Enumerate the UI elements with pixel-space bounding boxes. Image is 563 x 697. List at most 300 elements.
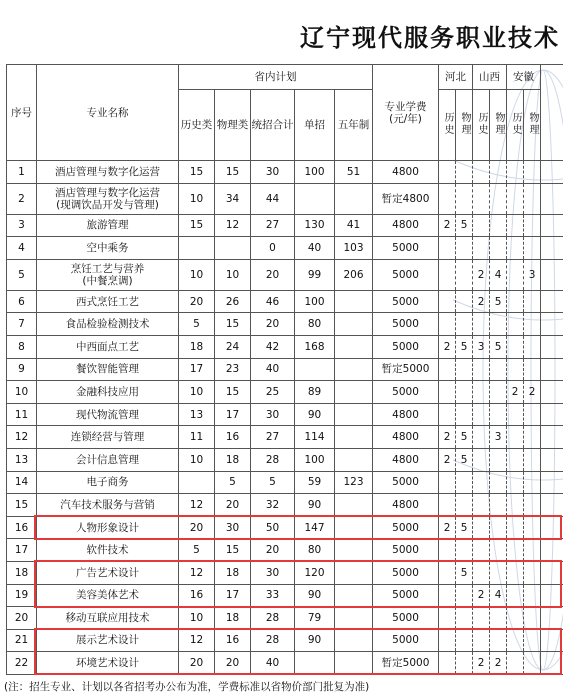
cell-total: 20	[251, 259, 295, 290]
cell-seq: 8	[7, 335, 37, 358]
cell-anhui-history: 2	[507, 381, 524, 404]
cell-physics: 5	[215, 471, 251, 494]
cell-major: 中西面点工艺	[37, 335, 179, 358]
cell-total: 42	[251, 335, 295, 358]
cell-history: 15	[179, 214, 215, 237]
cell-anhui-history	[507, 607, 524, 630]
cell-anhui-history	[507, 516, 524, 539]
cell-extra	[541, 516, 563, 539]
cell-major: 人物形象设计	[37, 516, 179, 539]
cell-history: 13	[179, 403, 215, 426]
cell-anhui-physics	[524, 237, 541, 260]
cell-shanxi-physics: 4	[490, 259, 507, 290]
cell-hebei-history	[439, 259, 456, 290]
cell-anhui-physics	[524, 448, 541, 471]
cell-anhui-physics: 3	[524, 259, 541, 290]
cell-fee: 4800	[373, 403, 439, 426]
cell-total: 50	[251, 516, 295, 539]
cell-shanxi-history	[473, 161, 490, 184]
cell-history: 5	[179, 313, 215, 336]
cell-shanxi-physics	[490, 214, 507, 237]
cell-physics: 17	[215, 403, 251, 426]
cell-total: 33	[251, 584, 295, 607]
cell-shanxi-history	[473, 539, 490, 562]
cell-physics: 15	[215, 539, 251, 562]
cell-single: 120	[295, 561, 335, 584]
cell-fee: 5000	[373, 629, 439, 652]
cell-seq: 7	[7, 313, 37, 336]
cell-total: 40	[251, 358, 295, 381]
cell-shanxi-history	[473, 471, 490, 494]
cell-five-year	[335, 448, 373, 471]
cell-shanxi-physics: 5	[490, 335, 507, 358]
header-plan: 省内计划	[179, 65, 373, 90]
cell-major: 广告艺术设计	[37, 561, 179, 584]
cell-fee: 4800	[373, 426, 439, 449]
cell-history: 10	[179, 259, 215, 290]
cell-extra	[541, 471, 563, 494]
table-row	[7, 358, 563, 381]
cell-extra	[541, 214, 563, 237]
cell-hebei-physics: 5	[456, 516, 473, 539]
cell-extra	[541, 237, 563, 260]
cell-physics: 18	[215, 448, 251, 471]
header-single: 单招	[295, 90, 335, 161]
cell-anhui-history	[507, 494, 524, 517]
table-row	[7, 471, 563, 494]
table-row	[7, 290, 563, 313]
cell-hebei-physics	[456, 381, 473, 404]
table-body	[7, 161, 563, 675]
cell-shanxi-history	[473, 494, 490, 517]
cell-seq: 1	[7, 161, 37, 184]
cell-shanxi-history: 2	[473, 584, 490, 607]
cell-shanxi-history	[473, 403, 490, 426]
cell-total: 20	[251, 539, 295, 562]
header-total: 统招合计	[251, 90, 295, 161]
cell-major: 西式烹饪工艺	[37, 290, 179, 313]
cell-total: 0	[251, 237, 295, 260]
cell-single: 40	[295, 237, 335, 260]
cell-single: 80	[295, 539, 335, 562]
cell-shanxi-physics	[490, 403, 507, 426]
table-row	[7, 629, 563, 652]
cell-five-year	[335, 629, 373, 652]
cell-fee: 暂定4800	[373, 183, 439, 214]
cell-total: 30	[251, 403, 295, 426]
cell-history	[179, 471, 215, 494]
cell-history: 12	[179, 561, 215, 584]
header-physics: 物理类	[215, 90, 251, 161]
cell-shanxi-physics	[490, 494, 507, 517]
cell-five-year: 103	[335, 237, 373, 260]
cell-single: 100	[295, 161, 335, 184]
cell-total: 27	[251, 426, 295, 449]
cell-fee: 4800	[373, 448, 439, 471]
cell-physics	[215, 237, 251, 260]
cell-shanxi-history	[473, 629, 490, 652]
cell-hebei-physics	[456, 161, 473, 184]
cell-single: 79	[295, 607, 335, 630]
cell-five-year	[335, 494, 373, 517]
header-province-anhui: 安徽	[507, 65, 541, 90]
cell-five-year: 51	[335, 161, 373, 184]
cell-fee: 5000	[373, 539, 439, 562]
cell-shanxi-history	[473, 237, 490, 260]
cell-total: 27	[251, 214, 295, 237]
cell-shanxi-physics	[490, 358, 507, 381]
cell-physics: 30	[215, 516, 251, 539]
cell-anhui-physics	[524, 539, 541, 562]
cell-physics: 15	[215, 313, 251, 336]
cell-anhui-physics	[524, 313, 541, 336]
cell-five-year	[335, 358, 373, 381]
cell-history: 20	[179, 652, 215, 675]
cell-major: 美容美体艺术	[37, 584, 179, 607]
cell-hebei-history	[439, 290, 456, 313]
cell-anhui-history	[507, 183, 524, 214]
cell-five-year: 41	[335, 214, 373, 237]
cell-anhui-physics	[524, 584, 541, 607]
cell-hebei-physics: 5	[456, 448, 473, 471]
cell-history: 17	[179, 358, 215, 381]
cell-hebei-physics	[456, 652, 473, 675]
cell-history: 15	[179, 161, 215, 184]
cell-anhui-history	[507, 652, 524, 675]
cell-shanxi-physics	[490, 471, 507, 494]
cell-five-year	[335, 607, 373, 630]
admission-plan-table	[6, 64, 563, 675]
cell-hebei-history	[439, 652, 456, 675]
cell-physics: 15	[215, 381, 251, 404]
cell-anhui-physics	[524, 335, 541, 358]
cell-hebei-physics	[456, 494, 473, 517]
cell-extra	[541, 290, 563, 313]
cell-fee: 暂定5000	[373, 652, 439, 675]
cell-seq: 3	[7, 214, 37, 237]
cell-seq: 5	[7, 259, 37, 290]
table-row	[7, 183, 563, 214]
cell-seq: 17	[7, 539, 37, 562]
cell-anhui-history	[507, 403, 524, 426]
cell-fee: 暂定5000	[373, 358, 439, 381]
cell-seq: 4	[7, 237, 37, 260]
cell-five-year	[335, 584, 373, 607]
cell-seq: 11	[7, 403, 37, 426]
cell-extra	[541, 403, 563, 426]
header-seq: 序号	[7, 65, 37, 161]
header-extra	[541, 65, 563, 161]
table-row	[7, 313, 563, 336]
cell-seq: 9	[7, 358, 37, 381]
table-row	[7, 214, 563, 237]
cell-total: 28	[251, 607, 295, 630]
cell-anhui-physics	[524, 471, 541, 494]
cell-seq: 10	[7, 381, 37, 404]
cell-hebei-physics	[456, 259, 473, 290]
cell-anhui-history	[507, 426, 524, 449]
cell-major: 酒店管理与数字化运营 (现调饮品开发与管理)	[37, 183, 179, 214]
cell-five-year: 206	[335, 259, 373, 290]
cell-extra	[541, 448, 563, 471]
cell-history: 10	[179, 448, 215, 471]
cell-hebei-history	[439, 539, 456, 562]
cell-total: 32	[251, 494, 295, 517]
header-hebei-physics: 物理	[456, 90, 473, 161]
cell-anhui-history	[507, 358, 524, 381]
cell-total: 28	[251, 629, 295, 652]
cell-anhui-history	[507, 561, 524, 584]
cell-total: 46	[251, 290, 295, 313]
cell-seq: 6	[7, 290, 37, 313]
cell-five-year	[335, 381, 373, 404]
cell-anhui-physics	[524, 161, 541, 184]
cell-single: 99	[295, 259, 335, 290]
cell-shanxi-physics: 5	[490, 290, 507, 313]
cell-major: 空中乘务	[37, 237, 179, 260]
cell-shanxi-history	[473, 381, 490, 404]
cell-hebei-history	[439, 629, 456, 652]
cell-major: 会计信息管理	[37, 448, 179, 471]
cell-history: 18	[179, 335, 215, 358]
cell-hebei-physics: 5	[456, 426, 473, 449]
cell-hebei-physics	[456, 607, 473, 630]
cell-single: 130	[295, 214, 335, 237]
cell-history: 5	[179, 539, 215, 562]
header-shanxi-history: 历史	[473, 90, 490, 161]
cell-five-year	[335, 426, 373, 449]
cell-anhui-physics	[524, 183, 541, 214]
cell-shanxi-physics	[490, 629, 507, 652]
cell-shanxi-physics	[490, 561, 507, 584]
cell-major: 金融科技应用	[37, 381, 179, 404]
cell-physics: 17	[215, 584, 251, 607]
table-row	[7, 584, 563, 607]
cell-history: 20	[179, 516, 215, 539]
cell-history: 10	[179, 607, 215, 630]
cell-hebei-history: 2	[439, 426, 456, 449]
cell-hebei-physics	[456, 403, 473, 426]
cell-extra	[541, 629, 563, 652]
table-row	[7, 448, 563, 471]
cell-shanxi-history: 2	[473, 259, 490, 290]
cell-seq: 21	[7, 629, 37, 652]
cell-shanxi-physics	[490, 313, 507, 336]
cell-hebei-physics	[456, 313, 473, 336]
cell-single: 90	[295, 494, 335, 517]
cell-shanxi-physics	[490, 381, 507, 404]
cell-seq: 13	[7, 448, 37, 471]
cell-fee: 5000	[373, 471, 439, 494]
header-province-hebei: 河北	[439, 65, 473, 90]
cell-single: 89	[295, 381, 335, 404]
cell-hebei-history	[439, 161, 456, 184]
cell-extra	[541, 494, 563, 517]
page-title: 辽宁现代服务职业技术	[300, 23, 560, 52]
cell-single: 114	[295, 426, 335, 449]
cell-single: 80	[295, 313, 335, 336]
cell-seq: 12	[7, 426, 37, 449]
cell-fee: 5000	[373, 237, 439, 260]
cell-physics: 20	[215, 652, 251, 675]
cell-anhui-physics	[524, 494, 541, 517]
cell-total: 30	[251, 561, 295, 584]
cell-extra	[541, 358, 563, 381]
cell-hebei-physics	[456, 629, 473, 652]
cell-seq: 14	[7, 471, 37, 494]
header-province-shanxi: 山西	[473, 65, 507, 90]
cell-single	[295, 358, 335, 381]
cell-hebei-physics	[456, 237, 473, 260]
table-row	[7, 403, 563, 426]
cell-total: 25	[251, 381, 295, 404]
cell-hebei-history	[439, 584, 456, 607]
cell-anhui-physics	[524, 629, 541, 652]
table-row	[7, 652, 563, 675]
cell-hebei-history	[439, 237, 456, 260]
cell-anhui-physics	[524, 516, 541, 539]
cell-anhui-physics	[524, 426, 541, 449]
cell-total: 44	[251, 183, 295, 214]
cell-extra	[541, 539, 563, 562]
cell-major: 环境艺术设计	[37, 652, 179, 675]
cell-shanxi-physics	[490, 183, 507, 214]
cell-anhui-history	[507, 259, 524, 290]
cell-major: 电子商务	[37, 471, 179, 494]
cell-history: 16	[179, 584, 215, 607]
cell-single: 90	[295, 403, 335, 426]
cell-shanxi-physics: 3	[490, 426, 507, 449]
table-row	[7, 561, 563, 584]
cell-shanxi-physics: 4	[490, 584, 507, 607]
cell-fee: 5000	[373, 607, 439, 630]
cell-hebei-history	[439, 494, 456, 517]
cell-shanxi-physics: 2	[490, 652, 507, 675]
cell-single: 90	[295, 629, 335, 652]
cell-major: 旅游管理	[37, 214, 179, 237]
cell-five-year	[335, 561, 373, 584]
cell-anhui-physics	[524, 652, 541, 675]
cell-physics: 26	[215, 290, 251, 313]
cell-major: 现代物流管理	[37, 403, 179, 426]
cell-five-year	[335, 516, 373, 539]
cell-shanxi-history	[473, 214, 490, 237]
cell-shanxi-history	[473, 358, 490, 381]
cell-hebei-history: 2	[439, 448, 456, 471]
cell-extra	[541, 426, 563, 449]
cell-shanxi-physics	[490, 539, 507, 562]
cell-fee: 5000	[373, 516, 439, 539]
cell-hebei-physics	[456, 290, 473, 313]
cell-fee: 5000	[373, 335, 439, 358]
header-history: 历史类	[179, 90, 215, 161]
cell-seq: 22	[7, 652, 37, 675]
cell-hebei-history: 2	[439, 516, 456, 539]
header-fee: 专业学费 (元/年)	[373, 65, 439, 161]
cell-hebei-physics	[456, 183, 473, 214]
cell-history: 12	[179, 629, 215, 652]
cell-seq: 2	[7, 183, 37, 214]
cell-five-year	[335, 539, 373, 562]
cell-shanxi-history: 2	[473, 290, 490, 313]
cell-anhui-physics	[524, 607, 541, 630]
table-row	[7, 381, 563, 404]
cell-fee: 5000	[373, 381, 439, 404]
cell-single: 168	[295, 335, 335, 358]
cell-anhui-history	[507, 539, 524, 562]
cell-anhui-history	[507, 237, 524, 260]
cell-total: 5	[251, 471, 295, 494]
cell-five-year	[335, 403, 373, 426]
cell-fee: 5000	[373, 259, 439, 290]
cell-extra	[541, 607, 563, 630]
cell-history: 20	[179, 290, 215, 313]
cell-shanxi-physics	[490, 448, 507, 471]
cell-anhui-history	[507, 448, 524, 471]
cell-single	[295, 652, 335, 675]
cell-shanxi-history	[473, 426, 490, 449]
cell-hebei-physics: 5	[456, 561, 473, 584]
cell-shanxi-history	[473, 607, 490, 630]
cell-shanxi-physics	[490, 161, 507, 184]
cell-anhui-physics	[524, 214, 541, 237]
cell-major: 展示艺术设计	[37, 629, 179, 652]
cell-anhui-physics	[524, 403, 541, 426]
cell-single: 147	[295, 516, 335, 539]
cell-hebei-history	[439, 358, 456, 381]
footnote: (注：招生专业、计划以各省招考办公布为准，学费标准以省物价部门批复为准)	[4, 681, 370, 693]
header-anhui-physics: 物理	[524, 90, 541, 161]
cell-shanxi-history	[473, 448, 490, 471]
cell-total: 40	[251, 652, 295, 675]
table-row	[7, 259, 563, 290]
cell-anhui-physics	[524, 358, 541, 381]
cell-five-year	[335, 313, 373, 336]
cell-single: 100	[295, 448, 335, 471]
cell-five-year	[335, 290, 373, 313]
cell-seq: 18	[7, 561, 37, 584]
cell-extra	[541, 584, 563, 607]
cell-total: 28	[251, 448, 295, 471]
cell-anhui-physics	[524, 561, 541, 584]
cell-hebei-history	[439, 313, 456, 336]
cell-major: 餐饮智能管理	[37, 358, 179, 381]
cell-history	[179, 237, 215, 260]
cell-hebei-history	[439, 183, 456, 214]
cell-anhui-history	[507, 161, 524, 184]
header-anhui-history: 历史	[507, 90, 524, 161]
cell-major: 软件技术	[37, 539, 179, 562]
cell-major: 酒店管理与数字化运营	[37, 161, 179, 184]
table-row	[7, 426, 563, 449]
table-row	[7, 607, 563, 630]
cell-extra	[541, 161, 563, 184]
cell-hebei-physics: 5	[456, 214, 473, 237]
cell-hebei-physics	[456, 471, 473, 494]
cell-single: 59	[295, 471, 335, 494]
cell-anhui-history	[507, 290, 524, 313]
cell-anhui-history	[507, 335, 524, 358]
cell-hebei-history	[439, 471, 456, 494]
cell-anhui-history	[507, 584, 524, 607]
cell-shanxi-history	[473, 516, 490, 539]
cell-major: 连锁经营与管理	[37, 426, 179, 449]
cell-shanxi-history	[473, 183, 490, 214]
cell-fee: 5000	[373, 561, 439, 584]
cell-seq: 19	[7, 584, 37, 607]
cell-extra	[541, 183, 563, 214]
cell-hebei-history	[439, 607, 456, 630]
